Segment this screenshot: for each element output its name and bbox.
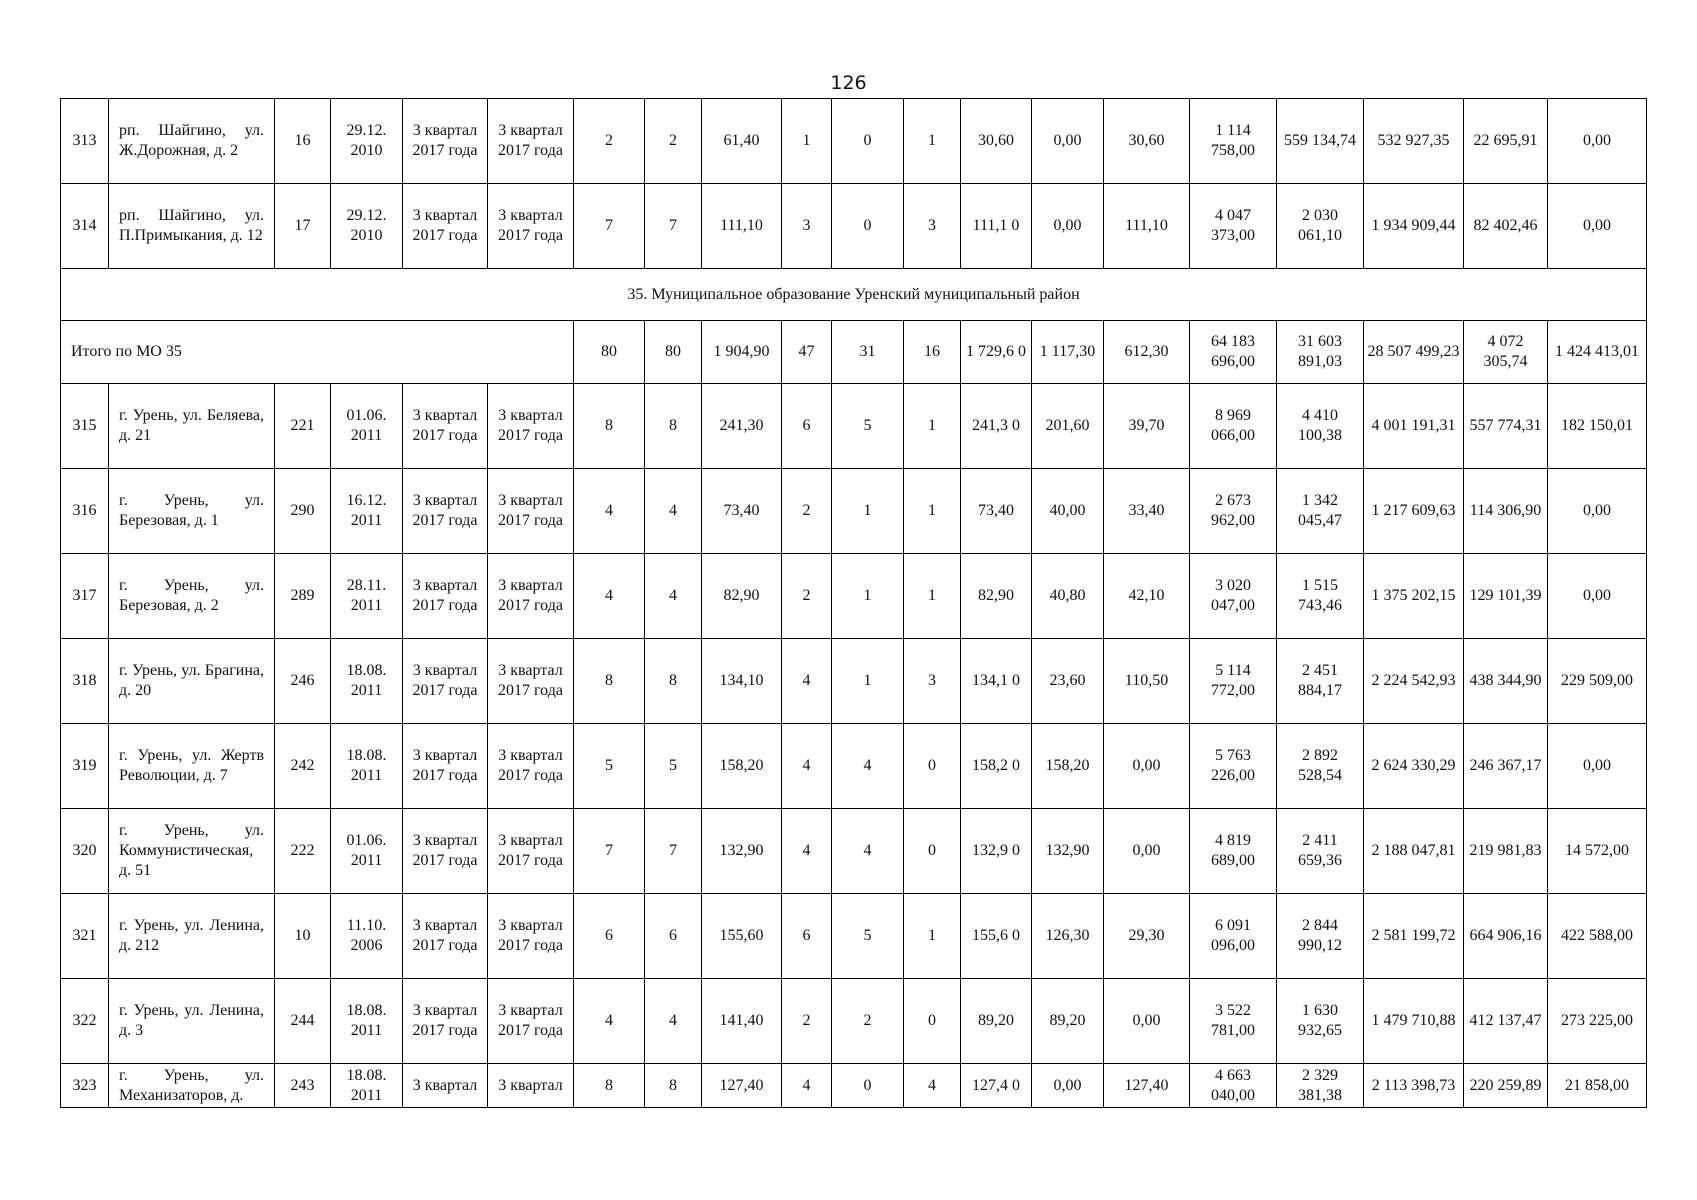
total-value-c8: 80 — [645, 321, 702, 384]
document-number-cell: 16 — [275, 99, 331, 184]
actual-date-cell: 3 квартал 2017 года — [488, 809, 574, 894]
value-cell-c18: 1 375 202,15 — [1364, 554, 1464, 639]
value-cell-c11: 1 — [832, 639, 904, 724]
value-cell-c16: 5 763 226,00 — [1190, 724, 1277, 809]
address-cell: г. Урень, ул. Брагина, д. 20 — [109, 639, 275, 724]
actual-date-cell: 3 квартал 2017 года — [488, 724, 574, 809]
value-cell-c19: 412 137,47 — [1464, 979, 1548, 1064]
value-cell-c12: 1 — [904, 384, 961, 469]
document-date-cell: 18.08. 2011 — [331, 724, 403, 809]
value-cell-c9: 155,60 — [702, 894, 782, 979]
document-number-cell: 222 — [275, 809, 331, 894]
value-cell-c20: 229 509,00 — [1548, 639, 1647, 724]
document-number-cell: 246 — [275, 639, 331, 724]
actual-date-cell: 3 квартал 2017 года — [488, 99, 574, 184]
value-cell-c20: 0,00 — [1548, 554, 1647, 639]
table-row — [61, 99, 1647, 184]
value-cell-c11: 1 — [832, 554, 904, 639]
value-cell-c17: 1 342 045,47 — [1277, 469, 1364, 554]
value-cell-c9: 241,30 — [702, 384, 782, 469]
value-cell-c12: 1 — [904, 894, 961, 979]
value-cell-c17: 559 134,74 — [1277, 99, 1364, 184]
page-number: 126 — [830, 72, 867, 94]
value-cell-c14: 126,30 — [1032, 894, 1104, 979]
value-cell-c10: 4 — [782, 639, 832, 724]
value-cell-c17: 2 329 381,38 — [1277, 1064, 1364, 1108]
value-cell-c13: 241,3 0 — [961, 384, 1032, 469]
planned-date-cell: 3 квартал 2017 года — [403, 639, 488, 724]
value-cell-c19: 664 906,16 — [1464, 894, 1548, 979]
planned-date-cell: 3 квартал 2017 года — [403, 469, 488, 554]
value-cell-c13: 89,20 — [961, 979, 1032, 1064]
planned-date-cell: 3 квартал 2017 года — [403, 99, 488, 184]
value-cell-c17: 2 892 528,54 — [1277, 724, 1364, 809]
value-cell-c13: 30,60 — [961, 99, 1032, 184]
value-cell-c16: 1 114 758,00 — [1190, 99, 1277, 184]
address-cell: г. Урень, ул. Жертв Революции, д. 7 — [109, 724, 275, 809]
value-cell-c13: 82,90 — [961, 554, 1032, 639]
total-label: Итого по МО 35 — [61, 321, 574, 384]
document-date-cell: 01.06. 2011 — [331, 384, 403, 469]
value-cell-c11: 4 — [832, 809, 904, 894]
value-cell-c11: 5 — [832, 894, 904, 979]
address-cell: г. Урень, ул. Березовая, д. 1 — [109, 469, 275, 554]
value-cell-c13: 73,40 — [961, 469, 1032, 554]
value-cell-c18: 532 927,35 — [1364, 99, 1464, 184]
value-cell-c17: 1 630 932,65 — [1277, 979, 1364, 1064]
value-cell-c15: 127,40 — [1104, 1064, 1190, 1108]
value-cell-c7: 8 — [574, 384, 645, 469]
value-cell-c10: 2 — [782, 554, 832, 639]
value-cell-c12: 3 — [904, 639, 961, 724]
address-cell: г. Урень, ул. Механизаторов, д. — [109, 1064, 275, 1108]
planned-date-cell: 3 квартал 2017 года — [403, 384, 488, 469]
value-cell-c17: 2 451 884,17 — [1277, 639, 1364, 724]
value-cell-c9: 127,40 — [702, 1064, 782, 1108]
value-cell-c8: 8 — [645, 639, 702, 724]
row-number-cell: 317 — [61, 554, 109, 639]
table-row — [61, 1064, 1647, 1108]
table-row — [61, 894, 1647, 979]
row-number-cell: 323 — [61, 1064, 109, 1108]
table-row — [61, 184, 1647, 269]
value-cell-c18: 2 113 398,73 — [1364, 1064, 1464, 1108]
total-value-c10: 47 — [782, 321, 832, 384]
value-cell-c7: 4 — [574, 554, 645, 639]
value-cell-c16: 5 114 772,00 — [1190, 639, 1277, 724]
value-cell-c15: 111,10 — [1104, 184, 1190, 269]
total-value-c9: 1 904,90 — [702, 321, 782, 384]
value-cell-c14: 0,00 — [1032, 1064, 1104, 1108]
row-number-cell: 319 — [61, 724, 109, 809]
value-cell-c16: 2 673 962,00 — [1190, 469, 1277, 554]
address-cell: г. Урень, ул. Ленина, д. 212 — [109, 894, 275, 979]
document-date-cell: 18.08. 2011 — [331, 639, 403, 724]
value-cell-c8: 4 — [645, 469, 702, 554]
value-cell-c14: 89,20 — [1032, 979, 1104, 1064]
value-cell-c20: 422 588,00 — [1548, 894, 1647, 979]
value-cell-c16: 6 091 096,00 — [1190, 894, 1277, 979]
table-row — [61, 809, 1647, 894]
actual-date-cell: 3 квартал 2017 года — [488, 469, 574, 554]
value-cell-c16: 3 522 781,00 — [1190, 979, 1277, 1064]
value-cell-c20: 0,00 — [1548, 469, 1647, 554]
total-row — [61, 321, 1647, 384]
value-cell-c7: 8 — [574, 639, 645, 724]
value-cell-c18: 2 188 047,81 — [1364, 809, 1464, 894]
value-cell-c14: 0,00 — [1032, 99, 1104, 184]
table-row — [61, 724, 1647, 809]
value-cell-c20: 0,00 — [1548, 724, 1647, 809]
value-cell-c15: 33,40 — [1104, 469, 1190, 554]
total-value-c19: 4 072 305,74 — [1464, 321, 1548, 384]
value-cell-c16: 8 969 066,00 — [1190, 384, 1277, 469]
value-cell-c13: 158,2 0 — [961, 724, 1032, 809]
document-number-cell: 289 — [275, 554, 331, 639]
value-cell-c11: 2 — [832, 979, 904, 1064]
document-number-cell: 243 — [275, 1064, 331, 1108]
document-date-cell: 18.08. 2011 — [331, 1064, 403, 1108]
value-cell-c18: 2 224 542,93 — [1364, 639, 1464, 724]
value-cell-c16: 4 819 689,00 — [1190, 809, 1277, 894]
value-cell-c12: 0 — [904, 979, 961, 1064]
value-cell-c15: 0,00 — [1104, 809, 1190, 894]
document-date-cell: 11.10. 2006 — [331, 894, 403, 979]
value-cell-c9: 141,40 — [702, 979, 782, 1064]
table-row — [61, 469, 1647, 554]
value-cell-c12: 0 — [904, 809, 961, 894]
address-cell: г. Урень, ул. Березовая, д. 2 — [109, 554, 275, 639]
value-cell-c15: 39,70 — [1104, 384, 1190, 469]
row-number-cell: 314 — [61, 184, 109, 269]
value-cell-c7: 2 — [574, 99, 645, 184]
value-cell-c17: 1 515 743,46 — [1277, 554, 1364, 639]
value-cell-c18: 2 624 330,29 — [1364, 724, 1464, 809]
row-number-cell: 316 — [61, 469, 109, 554]
value-cell-c20: 182 150,01 — [1548, 384, 1647, 469]
value-cell-c10: 2 — [782, 469, 832, 554]
total-value-c12: 16 — [904, 321, 961, 384]
value-cell-c8: 6 — [645, 894, 702, 979]
value-cell-c11: 0 — [832, 1064, 904, 1108]
value-cell-c12: 3 — [904, 184, 961, 269]
total-value-c18: 28 507 499,23 — [1364, 321, 1464, 384]
value-cell-c13: 127,4 0 — [961, 1064, 1032, 1108]
value-cell-c10: 1 — [782, 99, 832, 184]
actual-date-cell: 3 квартал 2017 года — [488, 384, 574, 469]
row-number-cell: 320 — [61, 809, 109, 894]
table-row — [61, 639, 1647, 724]
actual-date-cell: 3 квартал 2017 года — [488, 639, 574, 724]
value-cell-c11: 5 — [832, 384, 904, 469]
document-date-cell: 29.12. 2010 — [331, 99, 403, 184]
value-cell-c8: 2 — [645, 99, 702, 184]
row-number-cell: 321 — [61, 894, 109, 979]
table-row — [61, 554, 1647, 639]
value-cell-c9: 134,10 — [702, 639, 782, 724]
table-row — [61, 384, 1647, 469]
value-cell-c10: 2 — [782, 979, 832, 1064]
document-date-cell: 29.12. 2010 — [331, 184, 403, 269]
value-cell-c8: 4 — [645, 554, 702, 639]
value-cell-c12: 4 — [904, 1064, 961, 1108]
value-cell-c7: 7 — [574, 809, 645, 894]
document-number-cell: 10 — [275, 894, 331, 979]
value-cell-c14: 201,60 — [1032, 384, 1104, 469]
value-cell-c14: 0,00 — [1032, 184, 1104, 269]
row-number-cell: 315 — [61, 384, 109, 469]
planned-date-cell: 3 квартал 2017 года — [403, 724, 488, 809]
address-cell: рп. Шайгино, ул. П.Примыкания, д. 12 — [109, 184, 275, 269]
value-cell-c19: 220 259,89 — [1464, 1064, 1548, 1108]
total-value-c13: 1 729,6 0 — [961, 321, 1032, 384]
value-cell-c12: 0 — [904, 724, 961, 809]
total-value-c11: 31 — [832, 321, 904, 384]
value-cell-c18: 2 581 199,72 — [1364, 894, 1464, 979]
planned-date-cell: 3 квартал 2017 года — [403, 554, 488, 639]
value-cell-c10: 4 — [782, 724, 832, 809]
value-cell-c8: 4 — [645, 979, 702, 1064]
value-cell-c10: 3 — [782, 184, 832, 269]
value-cell-c11: 0 — [832, 184, 904, 269]
value-cell-c19: 22 695,91 — [1464, 99, 1548, 184]
value-cell-c20: 14 572,00 — [1548, 809, 1647, 894]
value-cell-c11: 1 — [832, 469, 904, 554]
document-number-cell: 221 — [275, 384, 331, 469]
value-cell-c7: 4 — [574, 469, 645, 554]
value-cell-c18: 4 001 191,31 — [1364, 384, 1464, 469]
row-number-cell: 313 — [61, 99, 109, 184]
value-cell-c13: 155,6 0 — [961, 894, 1032, 979]
value-cell-c15: 29,30 — [1104, 894, 1190, 979]
value-cell-c13: 111,1 0 — [961, 184, 1032, 269]
total-value-c14: 1 117,30 — [1032, 321, 1104, 384]
value-cell-c10: 6 — [782, 894, 832, 979]
document-number-cell: 244 — [275, 979, 331, 1064]
address-cell: г. Урень, ул. Беляева, д. 21 — [109, 384, 275, 469]
value-cell-c15: 0,00 — [1104, 724, 1190, 809]
value-cell-c18: 1 479 710,88 — [1364, 979, 1464, 1064]
planned-date-cell: 3 квартал 2017 года — [403, 894, 488, 979]
value-cell-c10: 4 — [782, 809, 832, 894]
housing-table — [60, 98, 1647, 1108]
value-cell-c8: 7 — [645, 809, 702, 894]
value-cell-c20: 0,00 — [1548, 184, 1647, 269]
value-cell-c15: 110,50 — [1104, 639, 1190, 724]
value-cell-c19: 114 306,90 — [1464, 469, 1548, 554]
value-cell-c18: 1 217 609,63 — [1364, 469, 1464, 554]
actual-date-cell: 3 квартал 2017 года — [488, 894, 574, 979]
address-cell: г. Урень, ул. Ленина, д. 3 — [109, 979, 275, 1064]
value-cell-c19: 557 774,31 — [1464, 384, 1548, 469]
value-cell-c20: 21 858,00 — [1548, 1064, 1647, 1108]
value-cell-c19: 246 367,17 — [1464, 724, 1548, 809]
document-number-cell: 290 — [275, 469, 331, 554]
value-cell-c9: 82,90 — [702, 554, 782, 639]
table-row — [61, 979, 1647, 1064]
value-cell-c7: 4 — [574, 979, 645, 1064]
value-cell-c13: 132,9 0 — [961, 809, 1032, 894]
value-cell-c20: 0,00 — [1548, 99, 1647, 184]
value-cell-c12: 1 — [904, 469, 961, 554]
planned-date-cell: 3 квартал 2017 года — [403, 979, 488, 1064]
actual-date-cell: 3 квартал — [488, 1064, 574, 1108]
value-cell-c19: 129 101,39 — [1464, 554, 1548, 639]
actual-date-cell: 3 квартал 2017 года — [488, 184, 574, 269]
total-value-c16: 64 183 696,00 — [1190, 321, 1277, 384]
value-cell-c11: 0 — [832, 99, 904, 184]
value-cell-c9: 132,90 — [702, 809, 782, 894]
document-date-cell: 18.08. 2011 — [331, 979, 403, 1064]
value-cell-c8: 5 — [645, 724, 702, 809]
value-cell-c11: 4 — [832, 724, 904, 809]
planned-date-cell: 3 квартал — [403, 1064, 488, 1108]
value-cell-c9: 111,10 — [702, 184, 782, 269]
document-number-cell: 17 — [275, 184, 331, 269]
value-cell-c7: 8 — [574, 1064, 645, 1108]
total-value-c7: 80 — [574, 321, 645, 384]
value-cell-c8: 8 — [645, 1064, 702, 1108]
value-cell-c13: 134,1 0 — [961, 639, 1032, 724]
value-cell-c19: 219 981,83 — [1464, 809, 1548, 894]
value-cell-c14: 40,80 — [1032, 554, 1104, 639]
section-title: 35. Муниципальное образование Уренский муниципальный район — [61, 269, 1647, 321]
document-date-cell: 16.12. 2011 — [331, 469, 403, 554]
value-cell-c15: 0,00 — [1104, 979, 1190, 1064]
address-cell: г. Урень, ул. Коммунистическая, д. 51 — [109, 809, 275, 894]
value-cell-c15: 42,10 — [1104, 554, 1190, 639]
value-cell-c12: 1 — [904, 99, 961, 184]
value-cell-c14: 23,60 — [1032, 639, 1104, 724]
value-cell-c17: 2 844 990,12 — [1277, 894, 1364, 979]
value-cell-c7: 7 — [574, 184, 645, 269]
value-cell-c14: 132,90 — [1032, 809, 1104, 894]
value-cell-c19: 438 344,90 — [1464, 639, 1548, 724]
value-cell-c16: 4 663 040,00 — [1190, 1064, 1277, 1108]
document-number-cell: 242 — [275, 724, 331, 809]
address-cell: рп. Шайгино, ул. Ж.Дорожная, д. 2 — [109, 99, 275, 184]
value-cell-c18: 1 934 909,44 — [1364, 184, 1464, 269]
value-cell-c9: 61,40 — [702, 99, 782, 184]
value-cell-c15: 30,60 — [1104, 99, 1190, 184]
value-cell-c7: 6 — [574, 894, 645, 979]
row-number-cell: 322 — [61, 979, 109, 1064]
actual-date-cell: 3 квартал 2017 года — [488, 554, 574, 639]
planned-date-cell: 3 квартал 2017 года — [403, 184, 488, 269]
value-cell-c8: 8 — [645, 384, 702, 469]
value-cell-c14: 40,00 — [1032, 469, 1104, 554]
value-cell-c9: 73,40 — [702, 469, 782, 554]
actual-date-cell: 3 квартал 2017 года — [488, 979, 574, 1064]
value-cell-c16: 3 020 047,00 — [1190, 554, 1277, 639]
value-cell-c10: 4 — [782, 1064, 832, 1108]
value-cell-c19: 82 402,46 — [1464, 184, 1548, 269]
section-row — [61, 269, 1647, 321]
value-cell-c9: 158,20 — [702, 724, 782, 809]
planned-date-cell: 3 квартал 2017 года — [403, 809, 488, 894]
value-cell-c17: 2 030 061,10 — [1277, 184, 1364, 269]
value-cell-c12: 1 — [904, 554, 961, 639]
value-cell-c20: 273 225,00 — [1548, 979, 1647, 1064]
total-value-c17: 31 603 891,03 — [1277, 321, 1364, 384]
value-cell-c8: 7 — [645, 184, 702, 269]
value-cell-c14: 158,20 — [1032, 724, 1104, 809]
value-cell-c16: 4 047 373,00 — [1190, 184, 1277, 269]
value-cell-c17: 2 411 659,36 — [1277, 809, 1364, 894]
document-date-cell: 28.11. 2011 — [331, 554, 403, 639]
value-cell-c7: 5 — [574, 724, 645, 809]
total-value-c15: 612,30 — [1104, 321, 1190, 384]
value-cell-c17: 4 410 100,38 — [1277, 384, 1364, 469]
total-value-c20: 1 424 413,01 — [1548, 321, 1647, 384]
document-date-cell: 01.06. 2011 — [331, 809, 403, 894]
row-number-cell: 318 — [61, 639, 109, 724]
value-cell-c10: 6 — [782, 384, 832, 469]
